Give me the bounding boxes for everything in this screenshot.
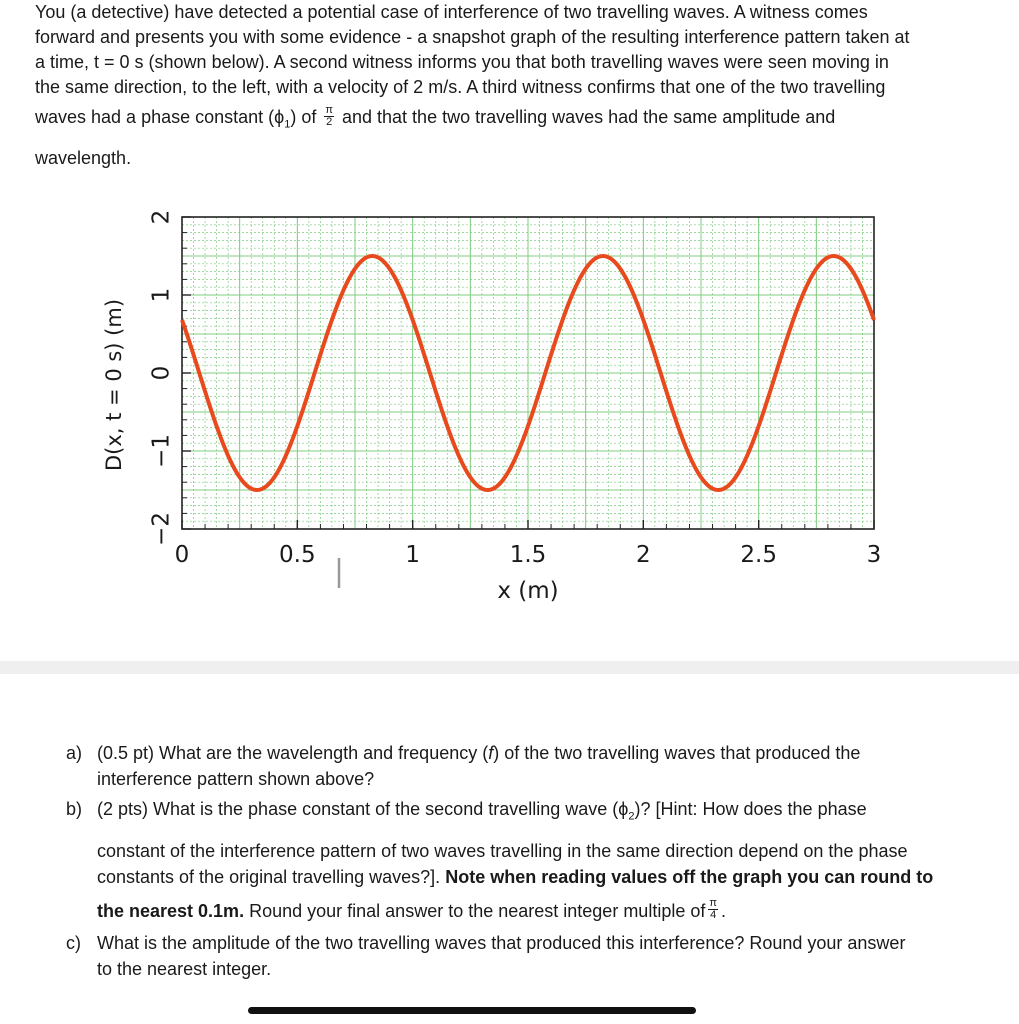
bold-note: the nearest 0.1m. xyxy=(97,900,245,921)
intro-text: ) of xyxy=(290,107,317,127)
x-tick-label: 0.5 xyxy=(279,542,316,568)
question-text: )? [Hint: How does the phase xyxy=(634,799,867,819)
intro-text: and that the two travelling waves had the same amplitude and xyxy=(342,107,836,127)
pi-over-4-fraction xyxy=(708,898,718,921)
question-label: a) xyxy=(66,743,83,763)
intro-line: the same direction, to the left, with a velocity of 2 m/s. A third witness confirms that one of the two travelling xyxy=(35,77,886,97)
question-list xyxy=(66,740,986,986)
question-text: ) of the two travelling waves that produced the xyxy=(493,743,861,763)
question-b xyxy=(66,796,986,924)
fraction-numerator: π xyxy=(709,897,717,910)
x-tick-label: 1.5 xyxy=(509,542,547,568)
y-tick-labels xyxy=(149,210,175,546)
question-text: constant of the interference pattern of two waves travelling in the same direction depend on the phase xyxy=(97,840,908,861)
intro-text: waves had a phase constant (ϕ xyxy=(35,107,285,127)
question-text: (0.5 pt) What are the wavelength and frequency ( xyxy=(97,743,489,763)
y-tick-label: 1 xyxy=(148,287,175,303)
y-tick-label: 2 xyxy=(148,209,175,225)
question-text: interference pattern shown above? xyxy=(97,769,375,789)
intro-line: forward and presents you with some evidence - a snapshot graph of the resulting interference pattern taken at xyxy=(35,27,910,47)
fraction-denominator: 4 xyxy=(710,909,717,922)
x-tick-labels xyxy=(175,542,882,568)
y-tick-label: −1 xyxy=(148,434,175,468)
fraction-numerator: π xyxy=(325,103,333,116)
question-label: b) xyxy=(66,799,83,819)
interference-graph xyxy=(0,190,1019,610)
question-text: What is the amplitude of the two travelling waves that produced this interference? Round your answer xyxy=(97,932,906,953)
x-tick-label: 1 xyxy=(405,542,420,568)
intro-line: You (a detective) have detected a potential case of interference of two travelling waves. A witness comes xyxy=(35,2,868,22)
question-text: Round your final answer to the nearest integer multiple of xyxy=(249,900,706,921)
section-divider xyxy=(0,661,1019,674)
x-axis-label: x (m) xyxy=(497,578,559,604)
x-tick-label: 3 xyxy=(866,542,882,568)
x-tick-label: 2.5 xyxy=(740,542,777,568)
question-label: c) xyxy=(66,932,81,953)
question-c xyxy=(66,930,986,982)
question-text: (2 pts) What is the phase constant of the second travelling wave (ϕ xyxy=(97,799,629,819)
pi-over-2-fraction xyxy=(324,105,334,128)
y-axis-label: D(x, t = 0 s) (m) xyxy=(102,298,126,472)
y-tick-label: −2 xyxy=(148,512,175,546)
x-tick-label: 2 xyxy=(636,542,651,568)
phase-subscript: 2 xyxy=(628,810,635,823)
grid-lines xyxy=(182,217,874,529)
question-text: to the nearest integer. xyxy=(97,958,272,979)
intro-line-phase xyxy=(35,105,995,138)
home-indicator-bar xyxy=(248,1007,696,1014)
bold-note: Note when reading values off the graph you can round to xyxy=(445,866,934,887)
question-text: constants of the original travelling waves?]. xyxy=(97,866,441,887)
frequency-symbol: f xyxy=(488,743,494,763)
phase-subscript: 1 xyxy=(284,118,291,131)
x-tick-label: 0 xyxy=(174,542,190,568)
question-text: . xyxy=(720,900,726,921)
question-a xyxy=(66,740,986,792)
intro-line: wavelength. xyxy=(35,147,132,168)
y-tick-label: 0 xyxy=(148,365,175,381)
fraction-denominator: 2 xyxy=(326,115,333,128)
problem-intro xyxy=(35,0,995,171)
intro-line: a time, t = 0 s (shown below). A second witness informs you that both travelling waves were seen moving in xyxy=(35,52,889,72)
